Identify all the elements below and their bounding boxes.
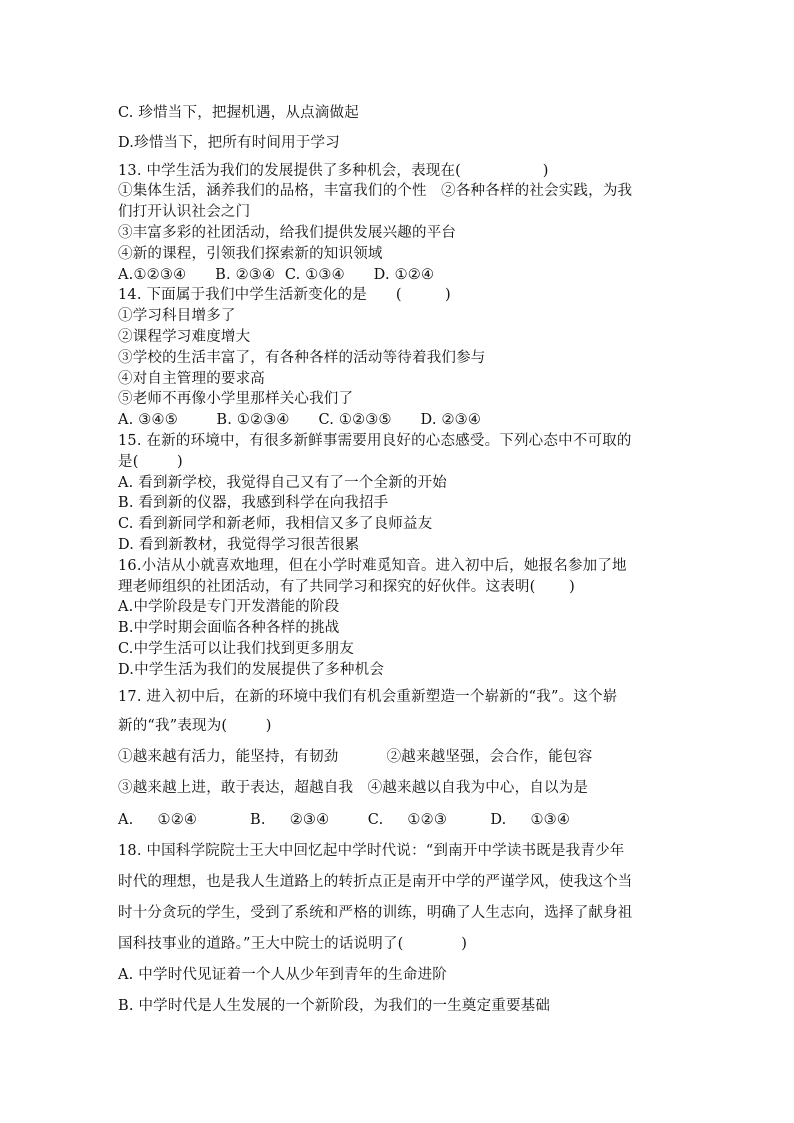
question-15: 15. 在新的环境中，有很多新鲜事需要用良好的心态感受。下列心态中不可取的 [118, 433, 632, 449]
question-16-cont: 理老师组织的社团活动，有了共同学习和探究的好伙伴。这表明( ) [118, 579, 575, 595]
q13-statement-3: ③丰富多彩的社团活动，给我们提供发展兴趣的平台 [118, 225, 457, 241]
q17-options: A. ①②④ B. ②③④ C. ①②③ D. ①③④ [118, 812, 571, 828]
question-18-cont-2: 时十分贪玩的学生，受到了系统和严格的训练，明确了人生志向，选择了献身祖 [118, 905, 633, 921]
q13-options: A.①②③④ B. ②③④ C. ①③④ D. ①②④ [118, 267, 435, 283]
q17-statements-3-4: ③越来越上进，敢于表达，超越自我 ④越来越以自我为中心，自以为是 [118, 780, 589, 796]
q14-statement-1: ①学习科目增多了 [118, 308, 236, 324]
q16-option-b: B.中学时期会面临各种各样的挑战 [118, 620, 340, 636]
question-18-cont-3: 国科技事业的道路。”王大中院士的话说明了( ) [118, 936, 468, 952]
q16-option-a: A.中学阶段是专门开发潜能的阶段 [118, 599, 340, 615]
q15-option-a: A. 看到新学校，我觉得自己又有了一个全新的开始 [118, 475, 447, 491]
q15-option-d: D. 看到新教材，我觉得学习很苦很累 [118, 537, 360, 553]
q15-option-b: B. 看到新的仪器，我感到科学在向我招手 [118, 495, 389, 511]
q14-options: A. ③④⑤ B. ①②③④ C. ①②③⑤ D. ②③④ [118, 412, 482, 428]
question-16: 16.小洁从小就喜欢地理，但在小学时难觅知音。进入初中后，她报名参加了地 [118, 558, 627, 574]
question-17: 17. 进入初中后，在新的环境中我们有机会重新塑造一个崭新的“我”。这个崭 [118, 689, 618, 705]
question-13: 13. 中学生活为我们的发展提供了多种机会，表现在( ) [118, 163, 549, 179]
q13-statement-4: ④新的课程，引领我们探索新的知识领域 [118, 246, 383, 262]
q14-statement-2: ②课程学习难度增大 [118, 329, 251, 345]
q14-statement-4: ④对自主管理的要求高 [118, 371, 265, 387]
question-14: 14. 下面属于我们中学生活新变化的是 ( ) [118, 287, 451, 303]
q14-statement-5: ⑤老师不再像小学里那样关心我们了 [118, 391, 354, 407]
question-18-cont-1: 时代的理想，也是我人生道路上的转折点正是南开中学的严谨学风，使我这个当 [118, 874, 633, 890]
q17-statements-1-2: ①越来越有活力，能坚持，有韧劲 ②越来越坚强，会合作，能包容 [118, 749, 593, 765]
question-17-cont: 新的“我”表现为( ) [118, 718, 272, 734]
option-c-q12: C. 珍惜当下，把握机遇，从点滴做起 [118, 105, 359, 121]
option-d-q12: D.珍惜当下，把所有时间用于学习 [118, 135, 340, 151]
q16-option-c: C.中学生活可以让我们找到更多朋友 [118, 641, 355, 657]
q14-statement-3: ③学校的生活丰富了，有各种各样的活动等待着我们参与 [118, 350, 486, 366]
q18-option-a: A. 中学时代见证着一个人从少年到青年的生命进阶 [118, 967, 447, 983]
question-15-cont: 是( ) [118, 454, 183, 470]
q13-statement-1-2: ①集体生活，涵养我们的品格，丰富我们的个性 ②各种各样的社会实践，为我 [118, 183, 633, 199]
question-18: 18. 中国科学院院士王大中回忆起中学时代说：“到南开中学读书既是我青少年 [118, 843, 625, 859]
q13-statement-2-cont: 们打开认识社会之门 [118, 204, 251, 220]
q16-option-d: D.中学生活为我们的发展提供了多种机会 [118, 662, 385, 678]
q15-option-c: C. 看到新同学和新老师，我相信又多了良师益友 [118, 516, 433, 532]
q18-option-b: B. 中学时代是人生发展的一个新阶段，为我们的一生奠定重要基础 [118, 998, 551, 1014]
